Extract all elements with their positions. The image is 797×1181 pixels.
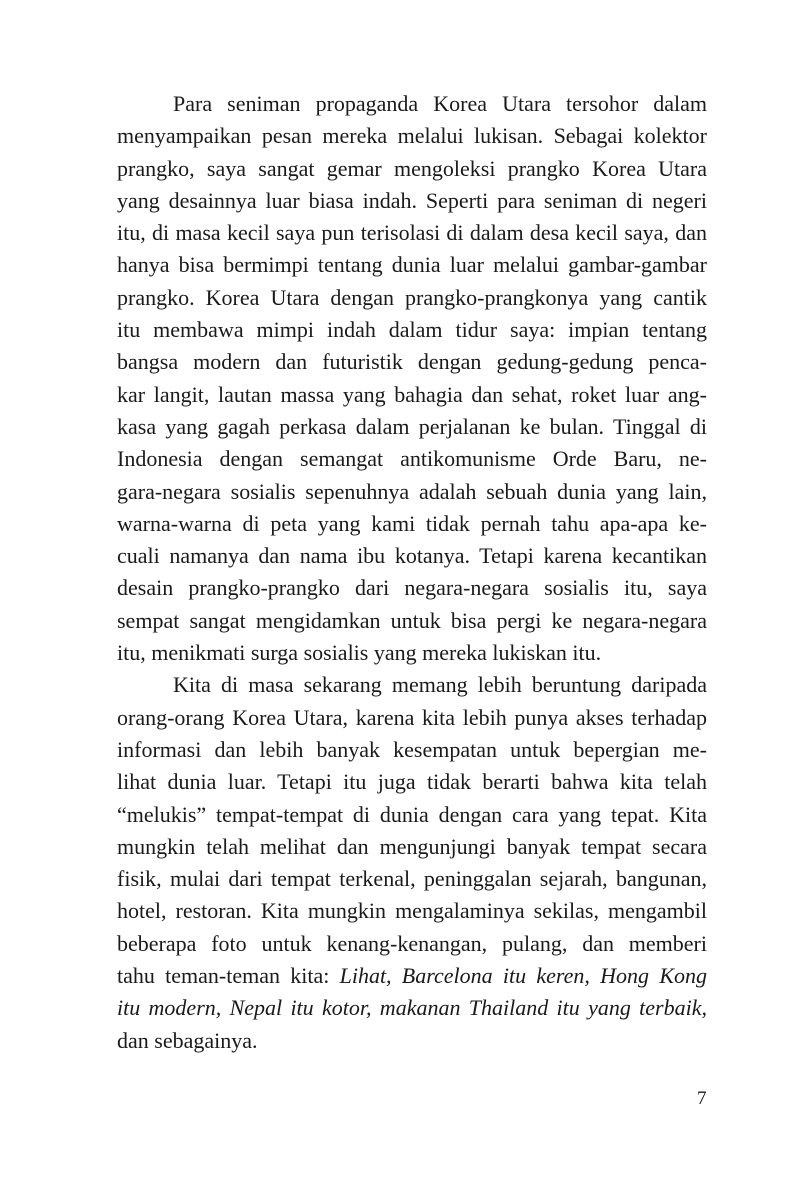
text-line: informasi dan lebih banyak kesempatan untuk bepergian me- xyxy=(117,736,707,762)
page-number: 7 xyxy=(697,1088,707,1109)
text-line: itu, di masa kecil saya pun terisolasi di dalam desa kecil saya, dan xyxy=(117,220,707,246)
paragraph-2 xyxy=(117,669,707,1057)
italic-quote: Lihat, Barcelona itu keren, Hong Kong xyxy=(339,963,707,989)
text-line: kasa yang gagah perkasa dalam perjalanan ke bulan. Tinggal di xyxy=(117,413,707,439)
text-line: prangko. Korea Utara dengan prangko-prangkonya yang cantik xyxy=(117,284,707,310)
text-line: dan sebagainya. xyxy=(117,1027,258,1053)
italic-quote: itu modern, Nepal itu kotor, makanan Thailand itu yang terbaik, xyxy=(117,995,707,1021)
text-line: itu membawa mimpi indah dalam tidur saya: impian tentang xyxy=(117,317,707,343)
text-line: cuali namanya dan nama ibu kotanya. Tetapi karena kecantikan xyxy=(117,543,707,569)
text-line: fisik, mulai dari tempat terkenal, peninggalan sejarah, bangunan, xyxy=(117,866,707,892)
text-line: bangsa modern dan futuristik dengan gedung-gedung penca- xyxy=(117,349,707,375)
text-line: itu, menikmati surga sosialis yang mereka lukiskan itu. xyxy=(117,640,602,666)
text-line-italic xyxy=(117,992,707,1024)
book-page-body xyxy=(117,88,707,1057)
text-line: prangko, saya sangat gemar mengoleksi prangko Korea Utara xyxy=(117,155,707,181)
text-line: gara-negara sosialis sepenuhnya adalah sebuah dunia yang lain, xyxy=(117,478,707,504)
text-line: mungkin telah melihat dan mengunjungi banyak tempat secara xyxy=(117,833,707,859)
text-line: beberapa foto untuk kenang-kenangan, pulang, dan memberi xyxy=(117,930,707,956)
text-line: warna-warna di peta yang kami tidak pernah tahu apa-apa ke- xyxy=(117,510,707,536)
text-line-mixed xyxy=(117,960,707,992)
paragraph-1 xyxy=(117,88,707,669)
text-line: Indonesia dengan semangat antikomunisme Orde Baru, ne- xyxy=(117,446,707,472)
text-line: hotel, restoran. Kita mungkin mengalaminya sekilas, mengambil xyxy=(117,898,707,924)
text-line: orang-orang Korea Utara, karena kita lebih punya akses terhadap xyxy=(117,704,707,730)
plain-text: tahu teman-teman kita: xyxy=(117,963,340,989)
text-line: lihat dunia luar. Tetapi itu juga tidak berarti bahwa kita telah xyxy=(117,769,707,795)
text-line: yang desainnya luar biasa indah. Seperti para seniman di negeri xyxy=(117,187,707,213)
text-line: desain prangko-prangko dari negara-negara sosialis itu, saya xyxy=(117,575,707,601)
text-line: “melukis” tempat-tempat di dunia dengan cara yang tepat. Kita xyxy=(117,801,707,827)
text-line: sempat sangat mengidamkan untuk bisa pergi ke negara-negara xyxy=(117,607,707,633)
text-line: menyampaikan pesan mereka melalui lukisan. Sebagai kolektor xyxy=(117,123,707,149)
text-line: hanya bisa bermimpi tentang dunia luar melalui gambar-gambar xyxy=(117,252,707,278)
text-line: Kita di masa sekarang memang lebih beruntung daripada xyxy=(173,672,707,698)
text-line: kar langit, lautan massa yang bahagia dan sehat, roket luar ang- xyxy=(117,381,707,407)
text-line: Para seniman propaganda Korea Utara tersohor dalam xyxy=(173,91,707,116)
